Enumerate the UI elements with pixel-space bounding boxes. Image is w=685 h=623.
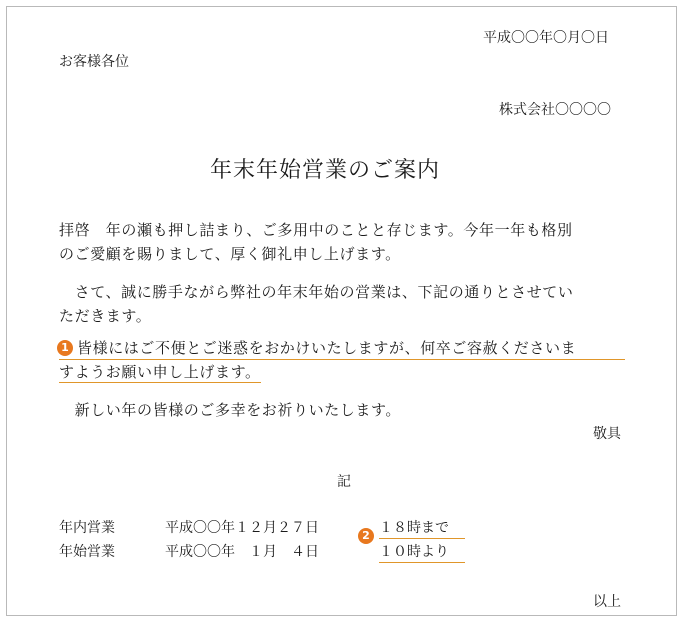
end-mark: 以上 bbox=[593, 594, 621, 610]
letter-title: 年末年始営業のご案内 bbox=[210, 158, 441, 183]
schedule-row-2-date: 平成〇〇年 １月 ４日 bbox=[165, 544, 319, 560]
schedule-row-2-time: １０時より bbox=[379, 541, 465, 563]
schedule-row-1-time: １８時まで bbox=[379, 517, 465, 539]
ki-heading: 記 bbox=[337, 474, 351, 490]
letter-page bbox=[6, 6, 677, 616]
schedule-row-1-date: 平成〇〇年１２月２７日 bbox=[165, 520, 319, 536]
sender: 株式会社〇〇〇〇 bbox=[499, 102, 611, 118]
schedule-row-2-time-wrap bbox=[379, 541, 465, 563]
notice-line-2: ただきます。 bbox=[59, 307, 152, 325]
greeting-line-2: のご愛顧を賜りまして、厚く御礼申し上げます。 bbox=[59, 245, 401, 263]
greeting-line-1: 拝啓 年の瀬も押し詰まり、ご多用中のことと存じます。今年一年も格別 bbox=[59, 221, 573, 239]
recipient: お客様各位 bbox=[59, 54, 129, 70]
callout-2-badge: 2 bbox=[358, 528, 374, 544]
apology-line-2 bbox=[59, 361, 261, 382]
schedule-row-2-label: 年始営業 bbox=[59, 544, 115, 560]
apology-line-1-text: 皆様にはご不便とご迷惑をおかけいたしますが、何卒ご容赦くださいま bbox=[59, 337, 625, 360]
schedule-row-1-time-wrap bbox=[379, 517, 465, 539]
schedule-row-1-label: 年内営業 bbox=[59, 520, 115, 536]
closing: 敬具 bbox=[593, 426, 621, 442]
notice-line-1: さて、誠に勝手ながら弊社の年末年始の営業は、下記の通りとさせてい bbox=[59, 283, 574, 301]
wish-line: 新しい年の皆様のご多幸をお祈りいたします。 bbox=[59, 401, 402, 419]
letter-date: 平成〇〇年〇月〇日 bbox=[483, 30, 609, 46]
apology-line-2-text: すようお願い申し上げます。 bbox=[59, 363, 261, 381]
callout-1-badge: 1 bbox=[57, 340, 73, 356]
apology-line-1 bbox=[59, 337, 625, 360]
